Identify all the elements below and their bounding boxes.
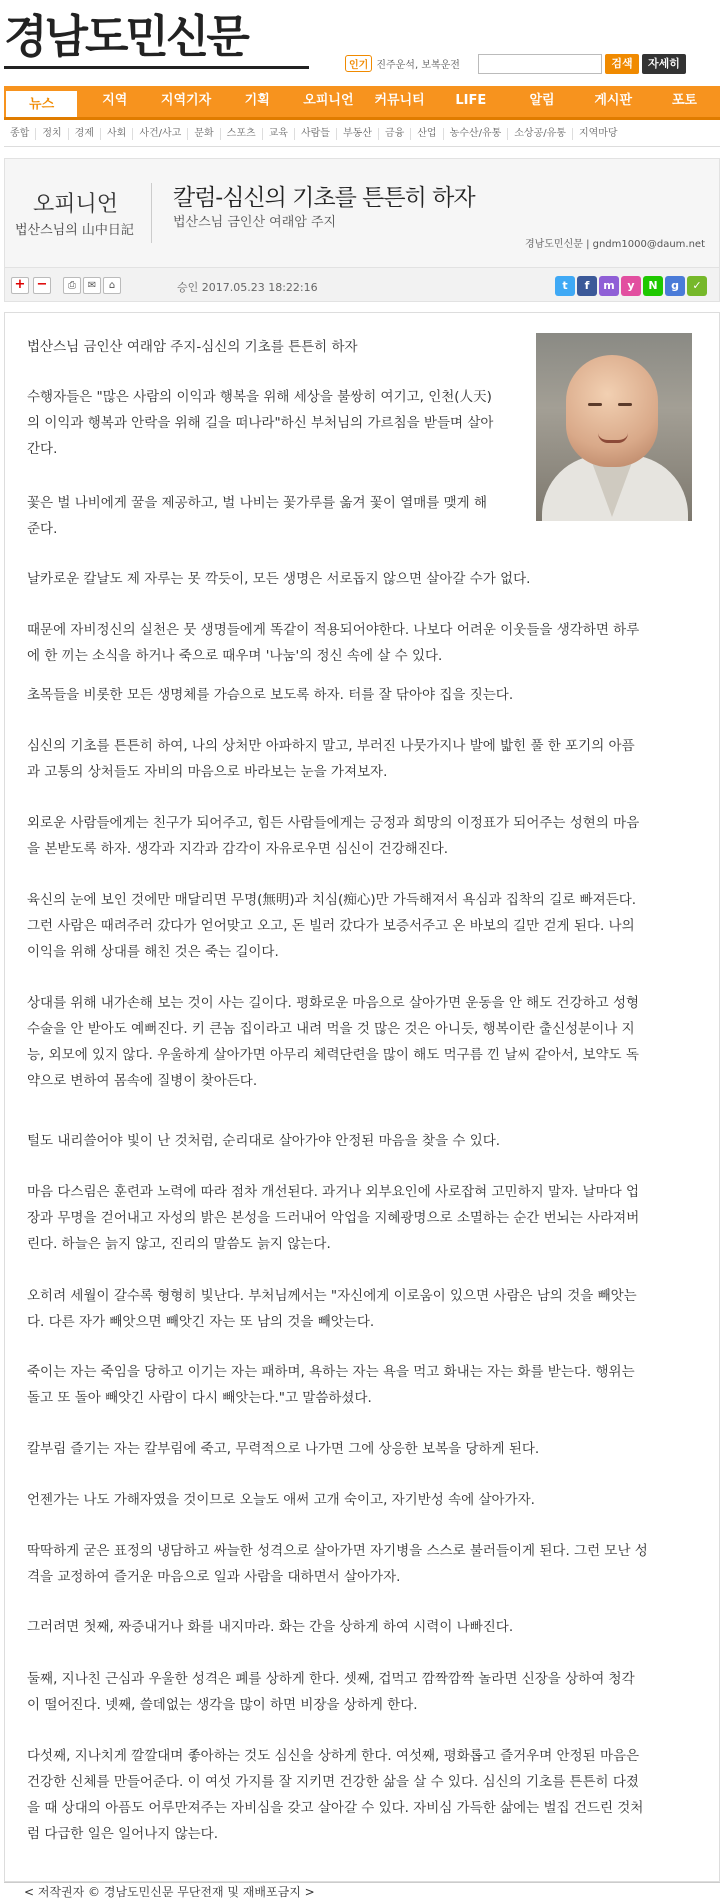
- search-button[interactable]: 검색: [605, 54, 639, 74]
- approval-timestamp: 승인 2017.05.23 18:22:16: [177, 281, 318, 294]
- sub-nav-item[interactable]: 스포츠: [221, 128, 263, 140]
- main-nav-item-photo[interactable]: 포토: [671, 93, 697, 108]
- main-nav-item-reporters[interactable]: 지역기자: [160, 93, 212, 108]
- font-decrease-button[interactable]: −: [33, 277, 51, 294]
- sub-nav-item[interactable]: 소상공/유통: [508, 128, 573, 140]
- sub-nav-item[interactable]: 지역마당: [578, 127, 618, 139]
- print-icon[interactable]: ⎙: [63, 277, 81, 294]
- naver-share-icon[interactable]: N: [643, 276, 663, 296]
- column-series-name[interactable]: 법산스님의 山中日記: [15, 223, 134, 238]
- sub-nav-item[interactable]: 사람들: [295, 128, 337, 140]
- article-paragraph: 상대를 위해 내가손해 보는 것이 사는 길이다. 평화로운 마음으로 살아가면 운동을 안 해도 건강하고 성형 수술을 안 받아도 예뻐진다. 키 큰놈 집이라고 내려 먹을 것 많은 것은 아니듯, 행복이란 출신성분이나 지 능, 외모에 있지 않다. 우울하게 살아가면 아무리 체력단련을 많이 해도 먹구름 낀 날씨 같아서, 보약도 독 약으로 변하여 몸속에 질병이 찾아든다.: [27, 995, 640, 1089]
- main-nav-item-feature[interactable]: 기획: [244, 93, 270, 108]
- google-share-icon[interactable]: g: [665, 276, 685, 296]
- article-paragraph: 외로운 사람들에게는 친구가 되어주고, 힘든 사람들에게는 긍정과 희망의 이정표가 되어주는 성현의 마음 을 본받도록 하자. 생각과 지각과 감각이 자유로우면 심신이 건강해진다.: [27, 815, 640, 857]
- sub-nav-item[interactable]: 산업: [411, 128, 443, 140]
- article-toolbar: [4, 268, 720, 302]
- sub-nav-item[interactable]: 교육: [263, 128, 295, 140]
- article-paragraph: 털도 내리쓸어야 빛이 난 것처럼, 순리대로 살아가야 안정된 마음을 찾을 수 있다.: [27, 1133, 501, 1149]
- main-nav-item-board[interactable]: 게시판: [594, 93, 633, 108]
- article-paragraph: 꽃은 벌 나비에게 꿀을 제공하고, 벌 나비는 꽃가루를 옮겨 꽃이 열매를 맺게 해 준다.: [27, 495, 488, 537]
- article-header: [4, 158, 720, 268]
- article-paragraph: 초목들을 비롯한 모든 생명체를 가슴으로 보도록 하자. 터를 잘 닦아야 집을 짓는다.: [27, 687, 514, 703]
- section-title[interactable]: 오피니언: [33, 192, 119, 217]
- sub-nav-item[interactable]: 경제: [69, 128, 101, 140]
- main-nav-item-news[interactable]: 뉴스: [4, 89, 79, 117]
- twitter-share-icon[interactable]: t: [555, 276, 575, 296]
- header-divider: [151, 183, 152, 243]
- site-logo[interactable]: 경남도민신문: [4, 10, 247, 63]
- article-paragraph: 날카로운 칼날도 제 자루는 못 깍듯이, 모든 생명은 서로돕지 않으면 살아갈 수가 없다.: [27, 571, 531, 587]
- article-paragraph: 그러려면 첫째, 짜증내거나 화를 내지마라. 화는 간을 상하게 하여 시력이 나빠진다.: [27, 1619, 514, 1635]
- site-header: [0, 0, 724, 78]
- main-nav-item-community[interactable]: 커뮤니티: [374, 93, 425, 108]
- sub-nav-item[interactable]: 농수산/유통: [444, 128, 509, 140]
- article-source: 경남도민신문 | gndm1000@daum.net: [524, 239, 705, 250]
- sub-nav-item[interactable]: 부동산: [337, 128, 379, 140]
- article-paragraph: 오히려 세월이 갈수록 형형히 빛난다. 부처님께서는 "자신에게 이로움이 있으면 사람은 남의 것을 빼앗는 다. 다른 자가 빼앗으면 빼앗긴 자는 또 남의 것을 빼앗는다.: [27, 1288, 637, 1330]
- article-paragraph: 때문에 자비정신의 실천은 뭇 생명들에게 똑같이 적용되어야한다. 나보다 어려운 이웃들을 생각하면 하루 에 한 끼는 소식을 하거나 죽으로 때우며 '나눔'의 정신 속에 살 수 있다.: [27, 622, 640, 664]
- main-nav-item-notice[interactable]: 알림: [529, 93, 555, 108]
- main-nav-item-region[interactable]: 지역: [102, 93, 128, 108]
- article-paragraph: 수행자들은 "많은 사람의 이익과 행복을 위해 세상을 불쌍히 여기고, 인천(人天) 의 이익과 행복과 안락을 위해 길을 떠나라"하신 부처님의 가르침을 받들며 살아 간다.: [27, 389, 494, 457]
- article-headline: 칼럼-심신의 기초를 튼튼히 하자: [173, 185, 475, 211]
- email-icon[interactable]: ✉: [83, 277, 101, 294]
- me2day-share-icon[interactable]: m: [599, 276, 619, 296]
- sub-nav-item[interactable]: 사건/사고: [133, 128, 188, 140]
- article-paragraph: 딱딱하게 굳은 표정의 냉담하고 싸늘한 성격으로 살아가면 자기병을 스스로 불러들이게 된다. 그런 모난 성 격을 교정하여 즐거운 마음으로 일과 사람을 대하면서 살아가자.: [27, 1543, 648, 1585]
- font-increase-button[interactable]: +: [11, 277, 29, 294]
- main-nav: [4, 86, 720, 120]
- article-paragraph: 육신의 눈에 보인 것에만 매달리면 무명(無明)과 치심(痴心)만 가득해져서 욕심과 집착의 길로 빠져든다. 그런 사람은 때려주러 갔다가 얻어맞고 오고, 돈 빌러 갔다가 보증서주고 온 바보의 길만 걷게 된다. 나의 이익을 위해 상대를 해친 것은 죽는 길이다.: [27, 892, 637, 960]
- bookmark-share-icon[interactable]: ✓: [687, 276, 707, 296]
- article-paragraph: 마음 다스림은 훈련과 노력에 따라 점차 개선된다. 과거나 외부요인에 사로잡혀 고민하지 말자. 날마다 업 장과 무명을 걷어내고 자성의 밝은 본성을 드러내어 악업을 지혜광명으로 소멸하는 순간 번뇌는 사라져버 린다. 하늘은 늙지 않고, 진리의 말씀도 늙지 않는다.: [27, 1184, 640, 1252]
- author-photo: [536, 333, 692, 521]
- search-input[interactable]: [478, 54, 602, 74]
- sub-nav-item[interactable]: 정치: [36, 128, 68, 140]
- facebook-share-icon[interactable]: f: [577, 276, 597, 296]
- sub-nav-item[interactable]: 문화: [188, 128, 220, 140]
- logo-underline: [4, 66, 309, 69]
- scrap-icon[interactable]: ⌂: [103, 277, 121, 294]
- main-nav-item-opinion[interactable]: 오피니언: [303, 93, 354, 108]
- article-paragraph: 칼부림 즐기는 자는 칼부림에 죽고, 무력적으로 나가면 그에 상응한 보복을 당하게 된다.: [27, 1441, 540, 1457]
- article-lead-line: 법산스님 금인산 여래암 주지-심신의 기초를 튼튼히 하자: [27, 339, 358, 355]
- sub-nav-item[interactable]: 금융: [379, 128, 411, 140]
- detail-search-button[interactable]: 자세히: [642, 54, 686, 74]
- popular-badge: 인기: [345, 55, 372, 72]
- article-subheadline: 법산스님 금인산 여래암 주지: [173, 215, 337, 230]
- article-paragraph: 죽이는 자는 죽임을 당하고 이기는 자는 패하며, 욕하는 자는 욕을 먹고 화내는 자는 화를 받는다. 행위는 돌고 또 돌아 빼앗긴 사람이 다시 빼앗는다."고 말씀하셨다.: [27, 1364, 635, 1406]
- article-paragraph: 심신의 기초를 튼튼히 하여, 나의 상처만 아파하지 말고, 부러진 나뭇가지나 발에 밟힌 풀 한 포기의 아픔 과 고통의 상처들도 자비의 마음으로 바라보는 눈을 가져보자.: [27, 738, 635, 780]
- article-paragraph: 다섯째, 지나치게 깔깔대며 좋아하는 것도 심신을 상하게 한다. 여섯째, 평화롭고 즐거우며 안정된 마음은 건강한 신체를 만들어준다. 이 여섯 가지를 잘 지키면 건강한 삶을 살 수 있다. 심신의 기초를 튼튼히 다졌 을 때 상대의 아픔도 어루만져주는 자비심을 갖고 살아갈 수 있다. 자비심 가득한 삶에는 벌집 건드린 것처 럼 다급한 일은 일어나지 않는다.: [27, 1748, 644, 1842]
- sub-nav: [4, 121, 720, 147]
- sub-nav-item[interactable]: 종합: [4, 128, 36, 140]
- main-nav-item-life[interactable]: LIFE: [455, 93, 487, 108]
- copyright-notice: < 저작권자 © 경남도민신문 무단전재 및 재배포금지 >: [4, 1882, 720, 1900]
- yozm-share-icon[interactable]: y: [621, 276, 641, 296]
- popular-keyword-links[interactable]: 진주운석, 보복운전: [376, 60, 460, 71]
- popular-keywords: [345, 55, 460, 72]
- article-paragraph: 둘째, 지나친 근심과 우울한 성격은 폐를 상하게 한다. 셋째, 겁먹고 깜짝깜짝 놀라면 신장을 상하여 청각 이 떨어진다. 넷째, 쓸데없는 생각을 많이 하면 비장을 상하게 한다.: [27, 1671, 635, 1713]
- sub-nav-item[interactable]: 사회: [101, 128, 133, 140]
- article-paragraph: 언젠가는 나도 가해자였을 것이므로 오늘도 애써 고개 숙이고, 자기반성 속에 살아가자.: [27, 1492, 535, 1508]
- article-body: [4, 312, 720, 1882]
